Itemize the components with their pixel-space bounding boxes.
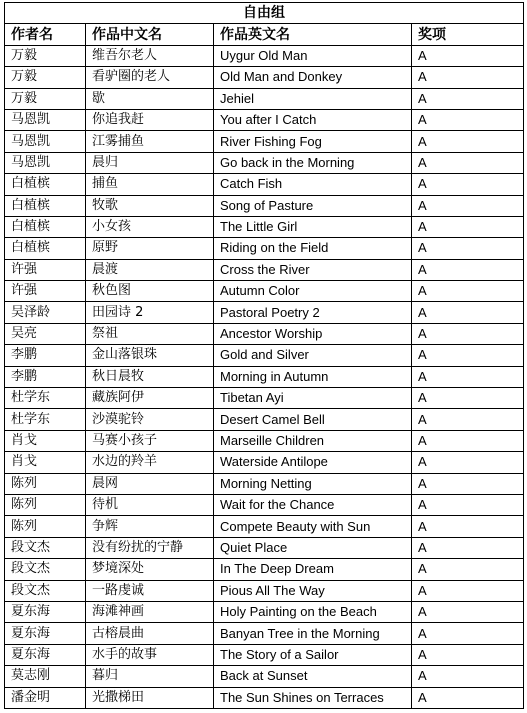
award-cell: A [412,580,524,601]
chinese-title-cell: 祭祖 [86,323,214,344]
chinese-title-cell: 晨渡 [86,259,214,280]
author-cell: 夏东海 [5,601,86,622]
table-row [5,623,524,644]
chinese-title-cell: 水手的故事 [86,644,214,665]
table-row [5,238,524,259]
table-row [5,302,524,323]
table-body [5,45,524,708]
english-title-cell: Waterside Antilope [214,452,412,473]
chinese-title-cell: 光撒梯田 [86,687,214,708]
author-cell: 马恩凯 [5,109,86,130]
table-row [5,601,524,622]
chinese-title-cell: 你追我赶 [86,109,214,130]
author-cell: 马恩凯 [5,152,86,173]
table-row [5,281,524,302]
table-row [5,345,524,366]
english-title-cell: Pious All The Way [214,580,412,601]
english-title-cell: Back at Sunset [214,666,412,687]
chinese-title-cell: 没有纷扰的宁静 [86,537,214,558]
table-row [5,388,524,409]
author-cell: 万毅 [5,67,86,88]
award-cell: A [412,559,524,580]
chinese-title-cell: 小女孩 [86,216,214,237]
award-cell: A [412,623,524,644]
author-cell: 陈列 [5,473,86,494]
award-cell: A [412,644,524,665]
chinese-title-cell: 维吾尔老人 [86,45,214,66]
english-title-cell: Compete Beauty with Sun [214,516,412,537]
english-title-cell: Catch Fish [214,174,412,195]
english-title-cell: River Fishing Fog [214,131,412,152]
table-row [5,580,524,601]
author-cell: 陈列 [5,494,86,515]
author-cell: 段文杰 [5,580,86,601]
chinese-title-cell: 晨网 [86,473,214,494]
award-cell: A [412,174,524,195]
award-cell: A [412,366,524,387]
chinese-title-cell: 沙漠驼铃 [86,409,214,430]
author-cell: 段文杰 [5,537,86,558]
award-cell: A [412,452,524,473]
chinese-title-cell: 海滩神画 [86,601,214,622]
author-cell: 许强 [5,259,86,280]
english-title-cell: Cross the River [214,259,412,280]
table-row [5,131,524,152]
award-cell: A [412,131,524,152]
author-cell: 李鹏 [5,345,86,366]
chinese-title-cell: 捕鱼 [86,174,214,195]
chinese-title-cell: 马赛小孩子 [86,430,214,451]
award-cell: A [412,216,524,237]
table-row [5,516,524,537]
english-title-cell: The Sun Shines on Terraces [214,687,412,708]
table-row [5,195,524,216]
award-cell: A [412,409,524,430]
award-cell: A [412,494,524,515]
english-title-cell: Tibetan Ayi [214,388,412,409]
english-title-cell: Wait for the Chance [214,494,412,515]
awards-table [4,2,524,709]
chinese-title-cell: 金山落银珠 [86,345,214,366]
english-title-cell: Quiet Place [214,537,412,558]
award-cell: A [412,666,524,687]
award-cell: A [412,88,524,109]
award-cell: A [412,259,524,280]
table-row [5,45,524,66]
chinese-title-cell: 梦境深处 [86,559,214,580]
author-cell: 陈列 [5,516,86,537]
english-title-cell: Song of Pasture [214,195,412,216]
table-row [5,174,524,195]
table-row [5,216,524,237]
english-title-cell: Autumn Color [214,281,412,302]
english-title-cell: Morning in Autumn [214,366,412,387]
table-row [5,537,524,558]
author-cell: 白植槟 [5,216,86,237]
award-cell: A [412,281,524,302]
english-title-cell: The Story of a Sailor [214,644,412,665]
award-cell: A [412,687,524,708]
header-award: 奖项 [412,24,524,45]
author-cell: 吴亮 [5,323,86,344]
table-header-row [5,24,524,45]
chinese-title-cell: 秋色图 [86,281,214,302]
chinese-title-cell: 晨归 [86,152,214,173]
table-row [5,559,524,580]
author-cell: 许强 [5,281,86,302]
award-cell: A [412,109,524,130]
author-cell: 万毅 [5,88,86,109]
award-cell: A [412,323,524,344]
award-cell: A [412,195,524,216]
award-cell: A [412,238,524,259]
author-cell: 万毅 [5,45,86,66]
english-title-cell: Desert Camel Bell [214,409,412,430]
author-cell: 吴泽龄 [5,302,86,323]
award-cell: A [412,537,524,558]
english-title-cell: Old Man and Donkey [214,67,412,88]
table-row [5,473,524,494]
chinese-title-cell: 一路虔诚 [86,580,214,601]
award-cell: A [412,345,524,366]
table-row [5,687,524,708]
english-title-cell: Riding on the Field [214,238,412,259]
author-cell: 莫志刚 [5,666,86,687]
author-cell: 白植槟 [5,195,86,216]
author-cell: 段文杰 [5,559,86,580]
author-cell: 马恩凯 [5,131,86,152]
author-cell: 白植槟 [5,238,86,259]
author-cell: 肖戈 [5,452,86,473]
table-row [5,67,524,88]
header-chinese-title: 作品中文名 [86,24,214,45]
chinese-title-cell: 待机 [86,494,214,515]
table-row [5,323,524,344]
award-cell: A [412,152,524,173]
header-author: 作者名 [5,24,86,45]
table-row [5,109,524,130]
chinese-title-cell: 看驴圈的老人 [86,67,214,88]
english-title-cell: Ancestor Worship [214,323,412,344]
english-title-cell: Uygur Old Man [214,45,412,66]
author-cell: 杜学东 [5,409,86,430]
chinese-title-cell: 争辉 [86,516,214,537]
award-cell: A [412,516,524,537]
chinese-title-cell: 牧歌 [86,195,214,216]
author-cell: 肖戈 [5,430,86,451]
header-english-title: 作品英文名 [214,24,412,45]
table-row [5,409,524,430]
table-row [5,259,524,280]
chinese-title-cell: 原野 [86,238,214,259]
chinese-title-cell: 古榕晨曲 [86,623,214,644]
award-cell: A [412,45,524,66]
award-cell: A [412,388,524,409]
table-row [5,452,524,473]
award-cell: A [412,601,524,622]
chinese-title-cell: 歇 [86,88,214,109]
author-cell: 夏东海 [5,644,86,665]
english-title-cell: You after I Catch [214,109,412,130]
table-row [5,88,524,109]
chinese-title-cell: 藏族阿伊 [86,388,214,409]
author-cell: 夏东海 [5,623,86,644]
english-title-cell: Banyan Tree in the Morning [214,623,412,644]
chinese-title-cell: 秋日晨牧 [86,366,214,387]
table-row [5,430,524,451]
award-cell: A [412,302,524,323]
table-title-row [5,3,524,24]
author-cell: 杜学东 [5,388,86,409]
english-title-cell: Gold and Silver [214,345,412,366]
award-cell: A [412,473,524,494]
english-title-cell: Pastoral Poetry 2 [214,302,412,323]
chinese-title-cell: 江雾捕鱼 [86,131,214,152]
english-title-cell: Holy Painting on the Beach [214,601,412,622]
table-row [5,366,524,387]
english-title-cell: In The Deep Dream [214,559,412,580]
author-cell: 李鹏 [5,366,86,387]
english-title-cell: Marseille Children [214,430,412,451]
english-title-cell: The Little Girl [214,216,412,237]
chinese-title-cell: 田园诗 2 [86,302,214,323]
table-row [5,494,524,515]
table-row [5,152,524,173]
table-title: 自由组 [5,3,524,24]
english-title-cell: Jehiel [214,88,412,109]
english-title-cell: Morning Netting [214,473,412,494]
award-cell: A [412,67,524,88]
award-cell: A [412,430,524,451]
english-title-cell: Go back in the Morning [214,152,412,173]
chinese-title-cell: 水边的羚羊 [86,452,214,473]
chinese-title-cell: 暮归 [86,666,214,687]
table-row [5,666,524,687]
author-cell: 潘金明 [5,687,86,708]
table-row [5,644,524,665]
author-cell: 白植槟 [5,174,86,195]
